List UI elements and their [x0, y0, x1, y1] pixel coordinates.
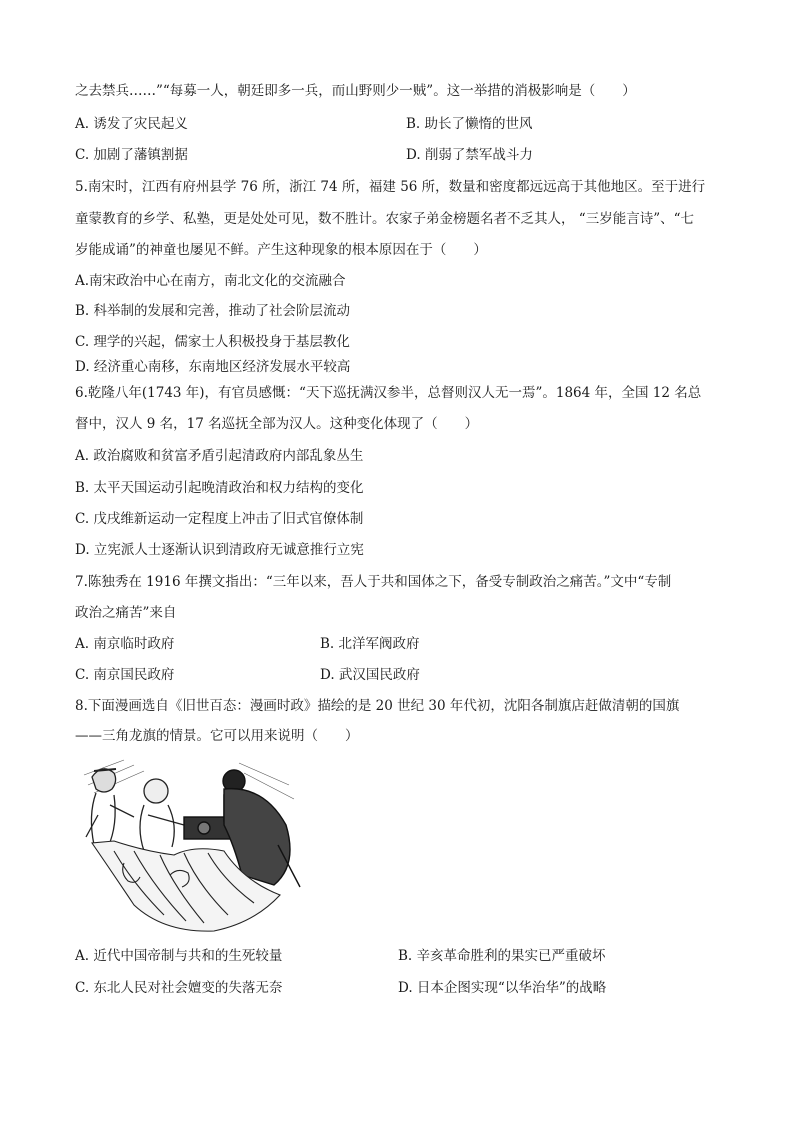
- question-4-stem-tail: 之去禁兵……”“每募一人，朝廷即多一兵，而山野则少一贼”。这一举措的消极影响是（ ）: [75, 83, 636, 99]
- question-5-stem-1: 5.南宋时，江西有府州县学 76 所，浙江 74 所，福建 56 所，数量和密度都远远高于其他地区。至于进行: [75, 179, 706, 195]
- question-6-stem-1: 6.乾隆八年(1743 年)，有官员感慨：“天下巡抚满汉参半，总督则汉人无一焉”。1864 年，全国 12 名总: [75, 385, 702, 401]
- option-5a[interactable]: A.南宋政治中心在南方，南北文化的交流融合: [75, 273, 346, 289]
- option-8d[interactable]: D. 日本企图实现“以华治华”的战略: [398, 980, 607, 996]
- option-7d[interactable]: D. 武汉国民政府: [320, 667, 420, 683]
- option-8c[interactable]: C. 东北人民对社会嬗变的失落无奈: [75, 980, 283, 996]
- option-4d[interactable]: D. 削弱了禁军战斗力: [406, 147, 533, 163]
- option-8a[interactable]: A. 近代中国帝制与共和的生死较量: [75, 948, 283, 964]
- option-6b[interactable]: B. 太平天国运动引起晚清政治和权力结构的变化: [75, 480, 364, 496]
- option-6a[interactable]: A. 政治腐败和贫富矛盾引起清政府内部乱象丛生: [75, 448, 364, 464]
- option-4b[interactable]: B. 助长了懒惰的世风: [406, 116, 533, 132]
- question-8-stem-2: ——三角龙旗的情景。它可以用来说明（ ）: [75, 728, 359, 744]
- option-7c[interactable]: C. 南京国民政府: [75, 667, 175, 683]
- cartoon-image: [74, 755, 306, 935]
- option-6c[interactable]: C. 戊戌维新运动一定程度上冲击了旧式官僚体制: [75, 511, 364, 527]
- option-8b[interactable]: B. 辛亥革命胜利的果实已严重破坏: [398, 948, 606, 964]
- option-5d[interactable]: D. 经济重心南移，东南地区经济发展水平较高: [75, 359, 351, 375]
- option-5c[interactable]: C. 理学的兴起，儒家士人积极投身于基层教化: [75, 334, 350, 350]
- question-7-stem-2: 政治之痛苦”来自: [75, 605, 177, 621]
- option-7a[interactable]: A. 南京临时政府: [75, 636, 175, 652]
- question-7-stem-1: 7.陈独秀在 1916 年撰文指出：“三年以来，吾人于共和国体之下，备受专制政治之痛苦。”文中“专制: [75, 574, 672, 590]
- option-4a[interactable]: A. 诱发了灾民起义: [75, 116, 188, 132]
- option-7b[interactable]: B. 北洋军阀政府: [320, 636, 420, 652]
- option-5b[interactable]: B. 科举制的发展和完善，推动了社会阶层流动: [75, 303, 351, 319]
- question-8-stem-1: 8.下面漫画选自《旧世百态：漫画时政》描绘的是 20 世纪 30 年代初，沈阳各制旗店赶做清朝的国旗: [75, 698, 680, 714]
- question-5-stem-2: 童蒙教育的乡学、私塾，更是处处可见，数不胜计。农家子弟金榜题名者不乏其人， “三岁能言诗”、“七: [75, 211, 694, 227]
- option-6d[interactable]: D. 立宪派人士逐渐认识到清政府无诚意推行立宪: [75, 542, 364, 558]
- question-6-stem-2: 督中，汉人 9 名，17 名巡抚全部为汉人。这种变化体现了（ ）: [75, 416, 479, 432]
- option-4c[interactable]: C. 加剧了藩镇割据: [75, 147, 188, 163]
- question-5-stem-3: 岁能成诵”的神童也屡见不鲜。产生这种现象的根本原因在于（ ）: [75, 242, 487, 258]
